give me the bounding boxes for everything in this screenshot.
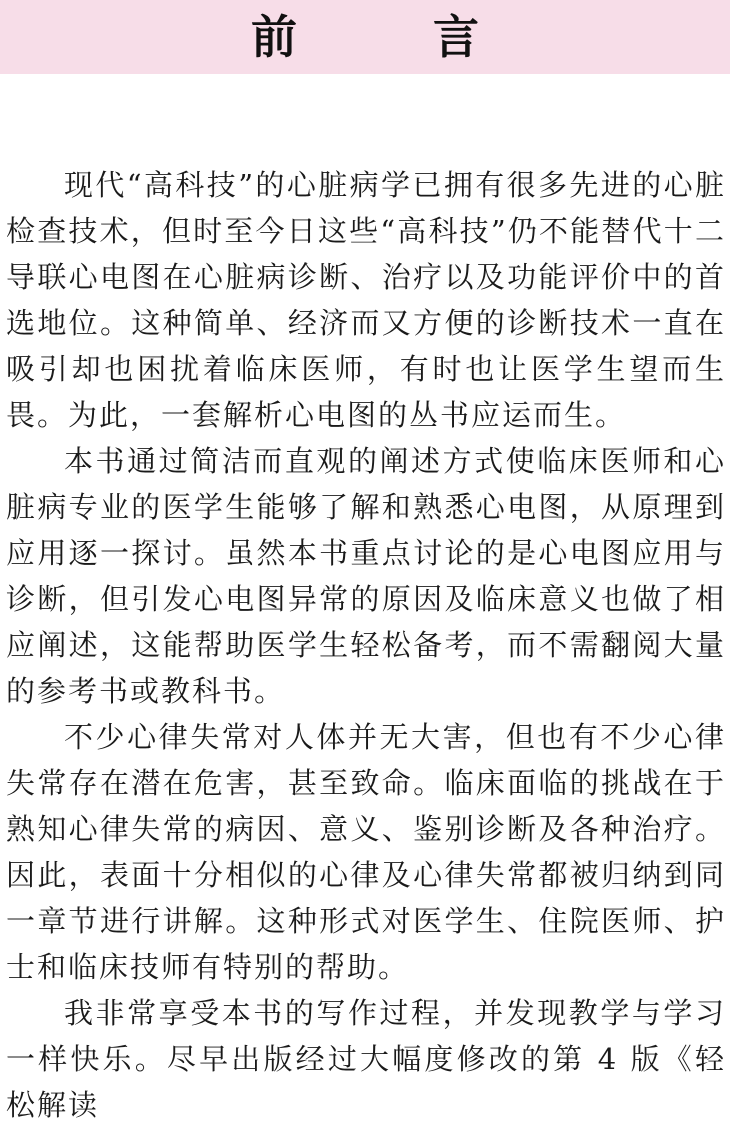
preface-body bbox=[6, 162, 726, 1128]
page-title: 前 言 bbox=[250, 10, 539, 64]
paragraph-3: 不少心律失常对人体并无大害，但也有不少心律失常存在潜在危害，甚至致命。临床面临的挑战在于熟知心律失常的病因、意义、鉴别诊断及各种治疗。因此，表面十分相似的心律及心律失常都被归纳到同一章节进行讲解。这种形式对医学生、住院医师、护士和临床技师有特别的帮助。 bbox=[6, 720, 726, 984]
paragraph-2: 本书通过简洁而直观的阐述方式使临床医师和心脏病专业的医学生能够了解和熟悉心电图，从原理到应用逐一探讨。虽然本书重点讨论的是心电图应用与诊断，但引发心电图异常的原因及临床意义也做了相应阐述，这能帮助医学生轻松备考，而不需翻阅大量的参考书或教科书。 bbox=[6, 444, 726, 708]
paragraph-1: 现代“高科技”的心脏病学已拥有很多先进的心脏检查技术，但时至今日这些“高科技”仍不能替代十二导联心电图在心脏病诊断、治疗以及功能评价中的首选地位。这种简单、经济而又方便的诊断技术一直在吸引却也困扰着临床医师，有时也让医学生望而生畏。为此，一套解析心电图的丛书应运而生。 bbox=[6, 168, 726, 432]
paragraph-4: 我非常享受本书的写作过程，并发现教学与学习一样快乐。尽早出版经过大幅度修改的第 4 版《轻松解读 bbox=[6, 996, 726, 1122]
